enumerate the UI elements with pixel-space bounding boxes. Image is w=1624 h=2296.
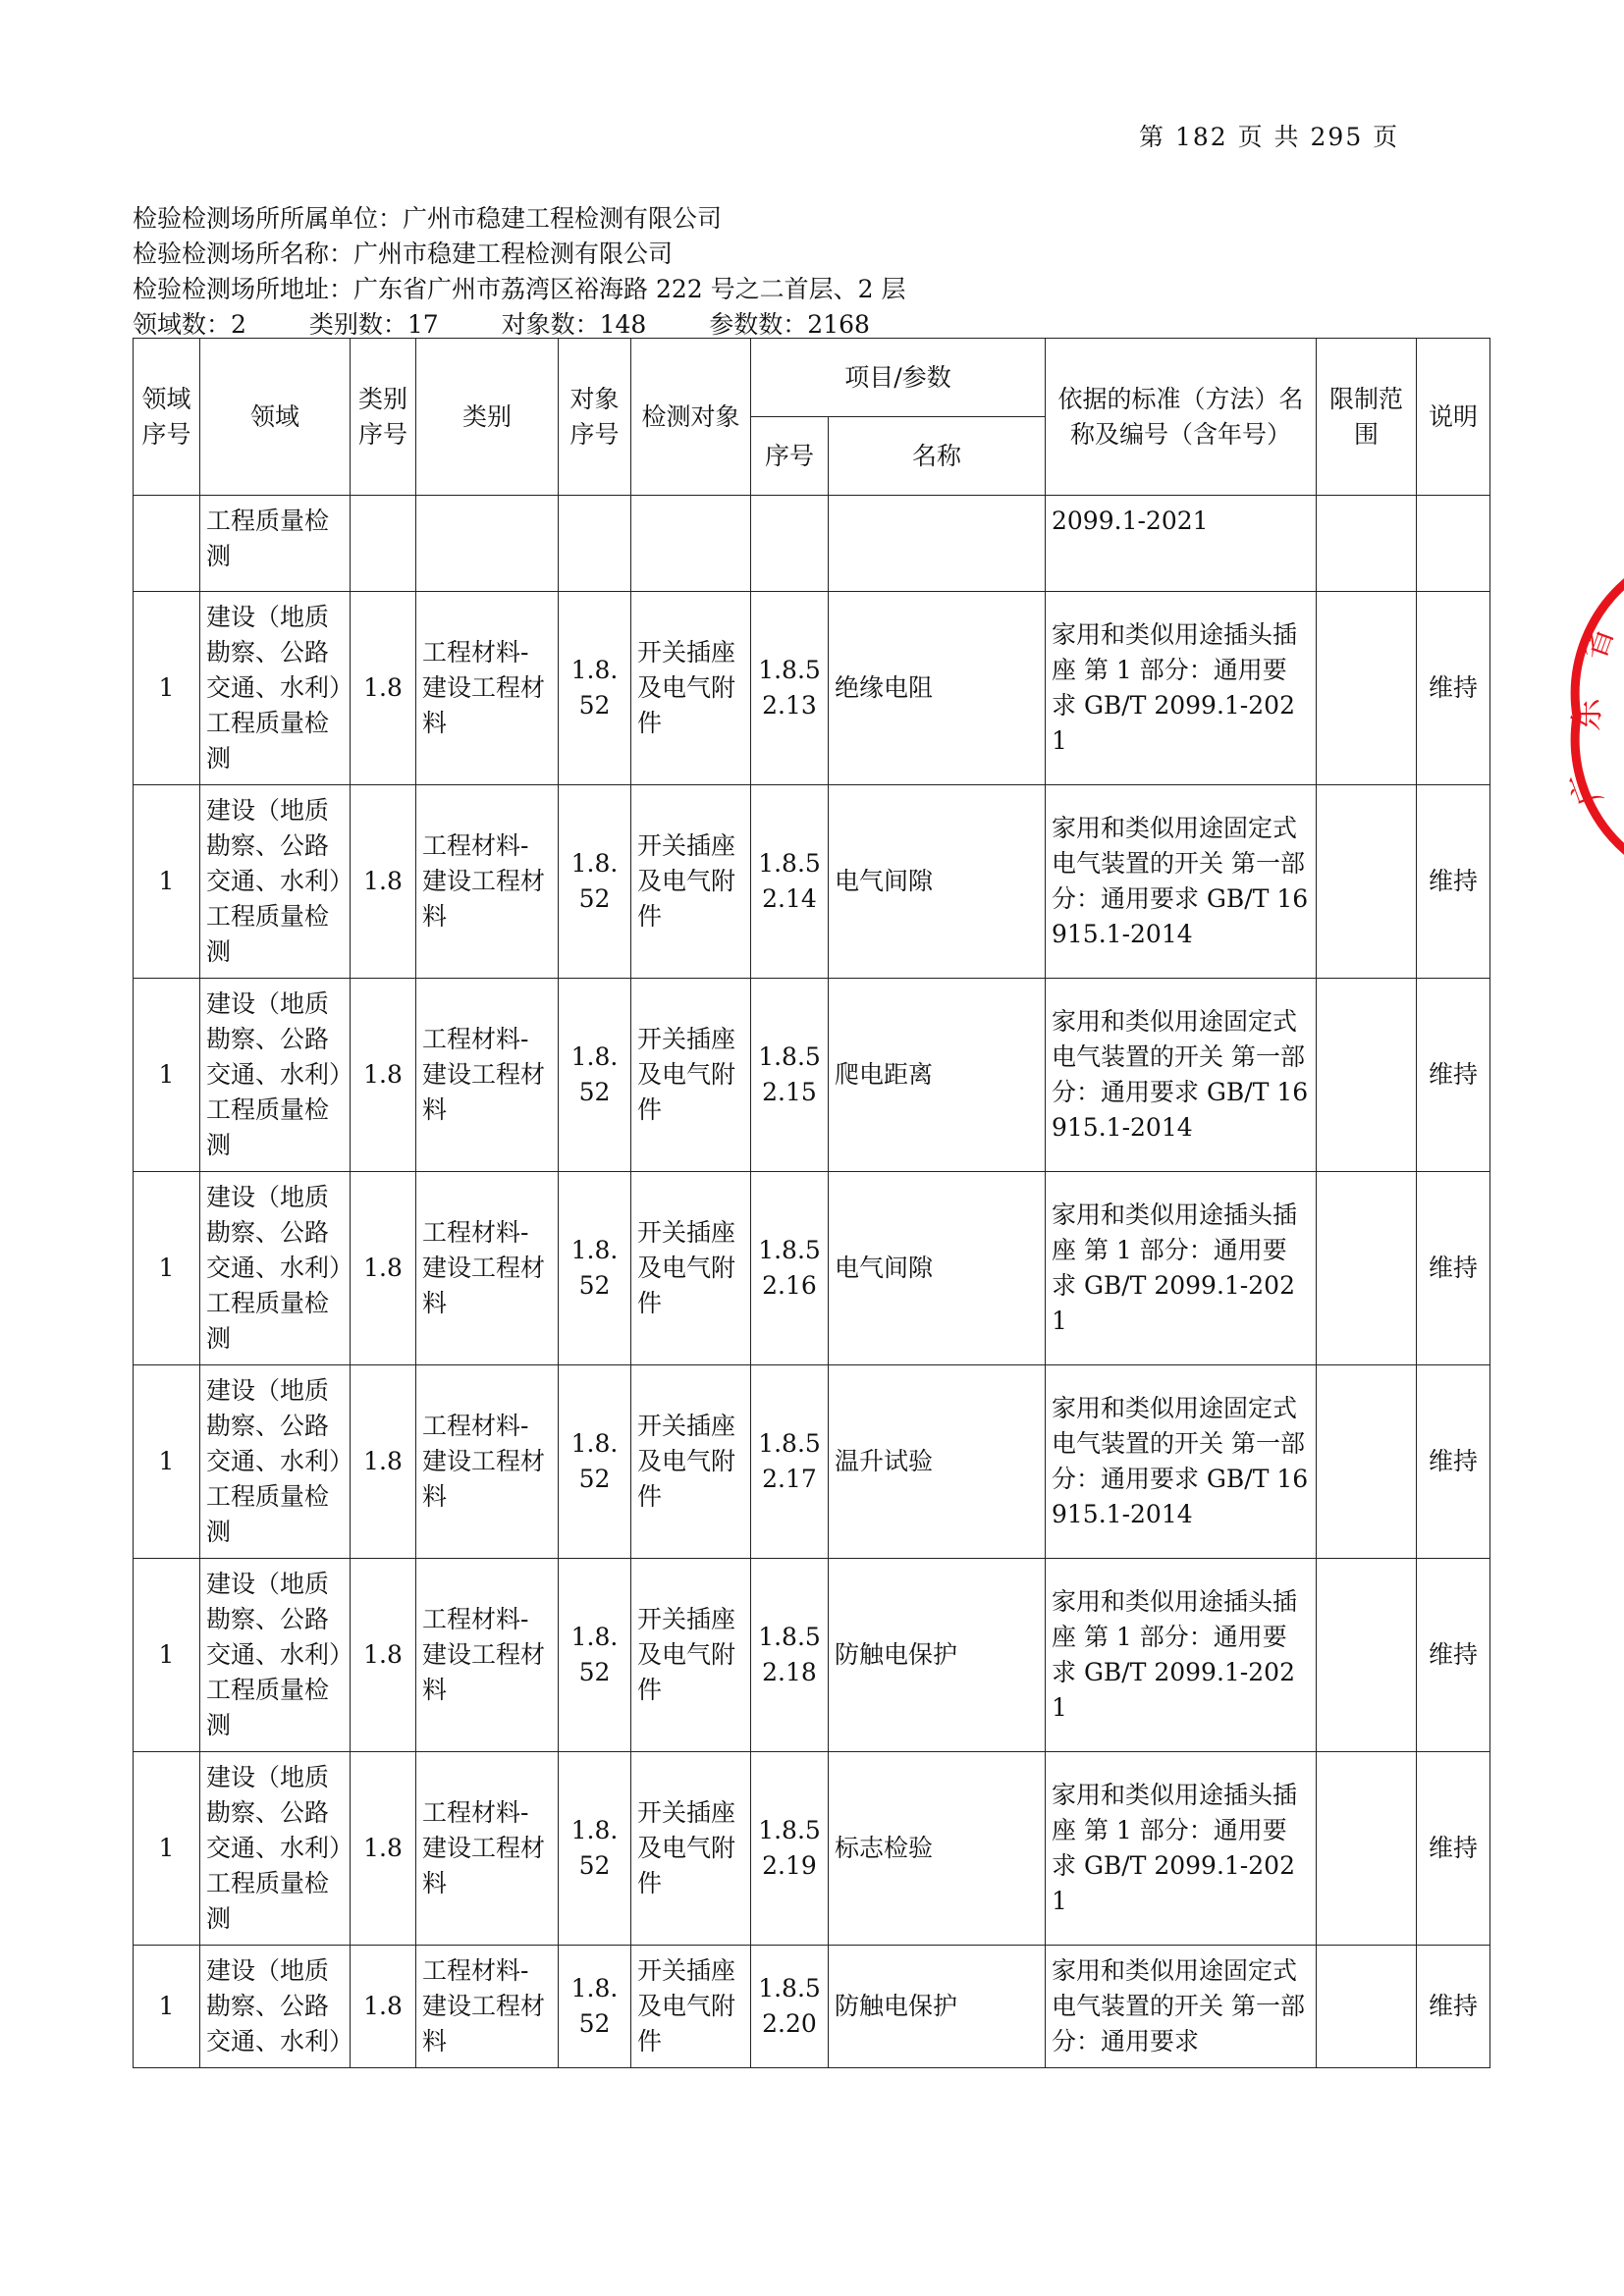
cell-limit xyxy=(1317,1172,1417,1365)
cell-category-no: 1.8 xyxy=(351,979,416,1172)
cell-object: 开关插座及电气附件 xyxy=(631,1559,751,1752)
cell-note: 维持 xyxy=(1417,1752,1490,1946)
cell-domain: 建设（地质勘察、公路交通、水利）工程质量检测 xyxy=(200,1559,351,1752)
cell-domain-no: 1 xyxy=(134,1946,200,2068)
cell-category: 工程材料-建设工程材料 xyxy=(416,979,559,1172)
scope-table xyxy=(133,338,1490,2068)
cell-item-no: 1.8.52.15 xyxy=(751,979,829,1172)
cell-limit xyxy=(1317,1752,1417,1946)
header-standard: 依据的标准（方法）名称及编号（含年号） xyxy=(1046,339,1317,496)
cell-item-name: 温升试验 xyxy=(829,1365,1046,1559)
cell-standard: 家用和类似用途插头插座 第 1 部分：通用要求 GB/T 2099.1-2021 xyxy=(1046,1752,1317,1946)
svg-text:省: 省 xyxy=(1573,620,1623,667)
cell-note: 维持 xyxy=(1417,1946,1490,2068)
header-domain-no: 领域序号 xyxy=(134,339,200,496)
header-object: 检测对象 xyxy=(631,339,751,496)
cell-domain: 建设（地质勘察、公路交通、水利） xyxy=(200,1946,351,2068)
header-limit: 限制范围 xyxy=(1317,339,1417,496)
cell-standard: 家用和类似用途固定式电气装置的开关 第一部分：通用要求 GB/T 16915.1-2014 xyxy=(1046,1365,1317,1559)
cell-category-no: 1.8 xyxy=(351,785,416,979)
cell-domain: 建设（地质勘察、公路交通、水利）工程质量检测 xyxy=(200,1172,351,1365)
cell-category-no: 1.8 xyxy=(351,1172,416,1365)
cell-item-name: 电气间隙 xyxy=(829,1172,1046,1365)
cell-category: 工程材料-建设工程材料 xyxy=(416,1946,559,2068)
table-row xyxy=(134,785,1490,979)
table-row xyxy=(134,592,1490,785)
lab-address: 检验检测场所地址：广东省广州市荔湾区裕海路 222 号之二首层、2 层 xyxy=(133,275,906,303)
table-row xyxy=(134,1365,1490,1559)
cell-domain: 建设（地质勘察、公路交通、水利）工程质量检测 xyxy=(200,785,351,979)
cell-domain: 建设（地质勘察、公路交通、水利）工程质量检测 xyxy=(200,1752,351,1946)
cell-object-no: 1.8.52 xyxy=(559,1946,631,2068)
cell-standard: 2099.1-2021 xyxy=(1046,496,1317,592)
header-item-name: 名称 xyxy=(829,417,1046,496)
cell-domain: 工程质量检测 xyxy=(200,496,351,592)
cell-object: 开关插座及电气附件 xyxy=(631,1172,751,1365)
header-category-no: 类别序号 xyxy=(351,339,416,496)
cell-object-no: 1.8.52 xyxy=(559,1172,631,1365)
cell-item-no: 1.8.52.16 xyxy=(751,1172,829,1365)
cell-object-no: 1.8.52 xyxy=(559,979,631,1172)
cell-limit xyxy=(1317,592,1417,785)
cell-domain-no: 1 xyxy=(134,1559,200,1752)
cell-domain-no: 1 xyxy=(134,592,200,785)
cell-limit xyxy=(1317,1559,1417,1752)
cell-domain-no: 1 xyxy=(134,979,200,1172)
cell-item-no: 1.8.52.13 xyxy=(751,592,829,785)
cell-domain: 建设（地质勘察、公路交通、水利）工程质量检测 xyxy=(200,592,351,785)
header-item-no: 序号 xyxy=(751,417,829,496)
cell-standard: 家用和类似用途固定式电气装置的开关 第一部分：通用要求 xyxy=(1046,1946,1317,2068)
cell-category: 工程材料-建设工程材料 xyxy=(416,785,559,979)
cell-domain-no: 1 xyxy=(134,1172,200,1365)
cell-object: 开关插座及电气附件 xyxy=(631,1365,751,1559)
cell-object-no: 1.8.52 xyxy=(559,1559,631,1752)
official-seal xyxy=(1562,569,1624,864)
table-row xyxy=(134,1559,1490,1752)
lab-unit: 检验检测场所所属单位：广州市稳建工程检测有限公司 xyxy=(133,204,723,233)
header-note: 说明 xyxy=(1417,339,1490,496)
header-category: 类别 xyxy=(416,339,559,496)
cell-standard: 家用和类似用途固定式电气装置的开关 第一部分：通用要求 GB/T 16915.1-2014 xyxy=(1046,979,1317,1172)
page-number: 第 182 页 共 295 页 xyxy=(1139,123,1400,151)
cell-note: 维持 xyxy=(1417,1559,1490,1752)
cell-domain-no: 1 xyxy=(134,785,200,979)
cell-category-no: 1.8 xyxy=(351,1752,416,1946)
cell-limit xyxy=(1317,1365,1417,1559)
cell-domain-no: 1 xyxy=(134,1365,200,1559)
svg-text:东: 东 xyxy=(1568,698,1607,731)
cell-object: 开关插座及电气附件 xyxy=(631,1752,751,1946)
cell-standard: 家用和类似用途插头插座 第 1 部分：通用要求 GB/T 2099.1-2021 xyxy=(1046,1172,1317,1365)
cell-note: 维持 xyxy=(1417,979,1490,1172)
cell-limit xyxy=(1317,1946,1417,2068)
cell-category: 工程材料-建设工程材料 xyxy=(416,1752,559,1946)
cell-item-no: 1.8.52.18 xyxy=(751,1559,829,1752)
cell-object-no: 1.8.52 xyxy=(559,592,631,785)
cell-item-name: 爬电距离 xyxy=(829,979,1046,1172)
cell-object-no: 1.8.52 xyxy=(559,1752,631,1946)
cell-note: 维持 xyxy=(1417,1172,1490,1365)
cell-category: 工程材料-建设工程材料 xyxy=(416,1172,559,1365)
table-row xyxy=(134,1752,1490,1946)
svg-text:广: 广 xyxy=(1562,765,1611,811)
cell-category-no: 1.8 xyxy=(351,1365,416,1559)
cell-item-no: 1.8.52.19 xyxy=(751,1752,829,1946)
cell-standard: 家用和类似用途插头插座 第 1 部分：通用要求 GB/T 2099.1-2021 xyxy=(1046,592,1317,785)
header-object-no: 对象序号 xyxy=(559,339,631,496)
cell-item-no: 1.8.52.20 xyxy=(751,1946,829,2068)
domain-count: 领域数：2 xyxy=(133,310,246,339)
object-count: 对象数：148 xyxy=(501,310,647,339)
cell-category: 工程材料-建设工程材料 xyxy=(416,592,559,785)
table-row xyxy=(134,1172,1490,1365)
cell-category-no: 1.8 xyxy=(351,1946,416,2068)
cell-standard: 家用和类似用途插头插座 第 1 部分：通用要求 GB/T 2099.1-2021 xyxy=(1046,1559,1317,1752)
param-count: 参数数：2168 xyxy=(709,310,870,339)
cell-note: 维持 xyxy=(1417,785,1490,979)
cell-item-name: 防触电保护 xyxy=(829,1946,1046,2068)
cell-object: 开关插座及电气附件 xyxy=(631,592,751,785)
lab-counts xyxy=(133,305,925,341)
header-domain: 领域 xyxy=(200,339,351,496)
cell-item-name: 防触电保护 xyxy=(829,1559,1046,1752)
cell-category: 工程材料-建设工程材料 xyxy=(416,1365,559,1559)
cell-object-no: 1.8.52 xyxy=(559,785,631,979)
table-row-continued xyxy=(134,496,1490,592)
cell-category-no: 1.8 xyxy=(351,592,416,785)
cell-item-name: 电气间隙 xyxy=(829,785,1046,979)
cell-object-no: 1.8.52 xyxy=(559,1365,631,1559)
cell-limit xyxy=(1317,979,1417,1172)
category-count: 类别数：17 xyxy=(308,310,439,339)
table-row xyxy=(134,979,1490,1172)
header-item-param: 项目/参数 xyxy=(751,339,1046,417)
cell-domain: 建设（地质勘察、公路交通、水利）工程质量检测 xyxy=(200,979,351,1172)
cell-note: 维持 xyxy=(1417,592,1490,785)
cell-standard: 家用和类似用途固定式电气装置的开关 第一部分：通用要求 GB/T 16915.1-2014 xyxy=(1046,785,1317,979)
cell-category-no: 1.8 xyxy=(351,1559,416,1752)
cell-object: 开关插座及电气附件 xyxy=(631,785,751,979)
cell-item-name: 绝缘电阻 xyxy=(829,592,1046,785)
cell-limit xyxy=(1317,785,1417,979)
cell-item-name: 标志检验 xyxy=(829,1752,1046,1946)
cell-domain: 建设（地质勘察、公路交通、水利）工程质量检测 xyxy=(200,1365,351,1559)
cell-note: 维持 xyxy=(1417,1365,1490,1559)
cell-object: 开关插座及电气附件 xyxy=(631,1946,751,2068)
cell-item-no: 1.8.52.17 xyxy=(751,1365,829,1559)
table-row xyxy=(134,1946,1490,2068)
cell-object: 开关插座及电气附件 xyxy=(631,979,751,1172)
lab-name: 检验检测场所名称：广州市稳建工程检测有限公司 xyxy=(133,240,674,268)
cell-category: 工程材料-建设工程材料 xyxy=(416,1559,559,1752)
cell-item-no: 1.8.52.14 xyxy=(751,785,829,979)
cell-domain-no: 1 xyxy=(134,1752,200,1946)
